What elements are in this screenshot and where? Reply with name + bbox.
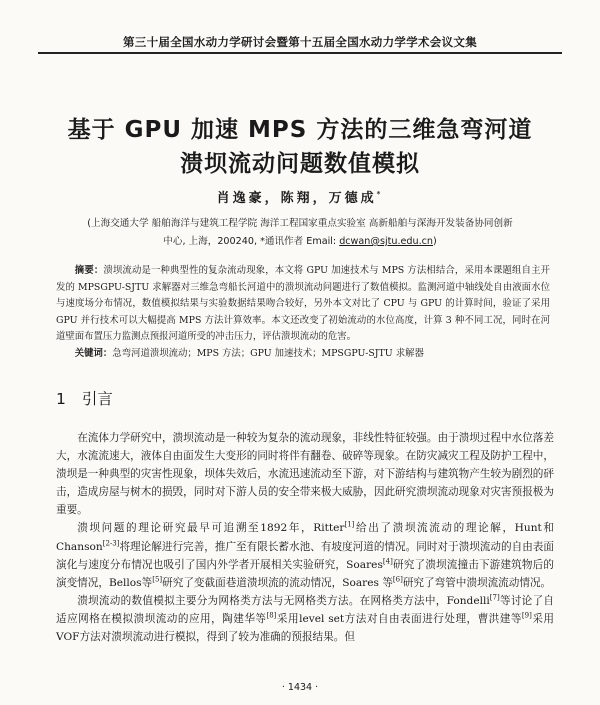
citation-ref[interactable]: [2-3] <box>102 539 120 548</box>
section-heading <box>56 387 113 409</box>
authors-names: 肖逸豪，陈翔，万德成 <box>216 191 377 206</box>
citation-ref[interactable]: [1] <box>344 520 355 529</box>
p3-text-b: 等讨论了自适应网格在模拟溃坝流动的应用，陶建华等 <box>56 594 555 625</box>
citation-ref[interactable]: [9] <box>521 611 532 620</box>
citation-ref[interactable]: [4] <box>382 557 393 566</box>
abstract-label: 摘要： <box>74 265 104 276</box>
p2-text-b: 给出了溃坝流流动的理论解，Hunt和Chanson <box>56 522 555 553</box>
paragraph-1: 在流体力学研究中，溃坝流动是一种较为复杂的流动现象，非线性特征较强。由于溃坝过程中水位落差大，水流流速大，液体自由面发生大变形的同时将伴有翻卷、破碎等现象。在防灾减灾工程及防护工程中，溃坝是一种典型的灾害性现象，坝体失效后，水流迅速流动至下游，对下游结构与建筑物产生较为剧烈的砰击，造成房屋与树木的损毁，同时对下游人员的安全带来极大威胁，因此研究溃坝流动现象对灾害预报极为重要。 <box>56 432 554 517</box>
citation-ref[interactable]: [8] <box>266 611 277 620</box>
title-line-1: 基于 GPU 加速 MPS 方法的三维急弯河道 <box>67 117 533 143</box>
paragraph-3 <box>56 592 554 646</box>
author-list <box>0 187 600 206</box>
email-link[interactable]: dcwan@sjtu.edu.cn <box>339 236 433 247</box>
title-line-2: 溃坝流动问题数值模拟 <box>180 151 420 177</box>
corresponding-author-mark: * <box>376 189 384 199</box>
abstract-paragraph <box>56 263 550 346</box>
email-label: *通讯作者 Email: <box>260 236 340 247</box>
p2-text-f: 研究了弯管中溃坝流流动情况。 <box>402 576 552 589</box>
p3-text-a: 溃坝流动的数值模拟主要分为网格类方法与无网格类方法。在网格类方法中，Fondelli <box>77 594 490 607</box>
p3-text-c: 采用level set方法对自由表面进行处理，曹洪建等 <box>276 612 522 625</box>
affiliation-line-2 <box>48 233 552 251</box>
p2-text-e: 研究了变截面巷道溃坝流的流动情况，Soares 等 <box>162 576 393 589</box>
keywords-text: 急弯河道溃坝流动；MPS 方法；GPU 加速技术；MPSGPU-SJTU 求解器 <box>112 347 424 359</box>
abstract-text: 溃坝流动是一种典型性的复杂流动现象，本文将 GPU 加速技术与 MPS 方法相结合，采用本课题组自主开发的 MPSGPU-SJTU 求解器对三维急弯船长河道中的溃坝流动问题进行了数值模拟。监测河道中轴线处自由液面水位与速度场分布情况，数值模拟结果与实验数据结果吻合较好，另外本文对比了 CPU 与 GPU 的计算时间，验证了采用 GPU 并行技术可以大幅提高 MPS 方法计算效率。本文还改变了初始流动的水位高度，计算 3 种不同工况，同时在河道壁面布置压力监测点预报河道所受的冲击压力，评估溃坝流动的危害。 <box>56 265 550 342</box>
citation-ref[interactable]: [7] <box>489 593 500 602</box>
p2-text-c: 将理论解进行完善，推广至有限长蓄水池、有坡度河道的情况。同时对于溃坝流动的自由表面演化与速度分布情况也吸引了国内外学者开展相关实验研究，Soares <box>56 540 554 571</box>
citation-ref[interactable]: [5] <box>152 575 163 584</box>
keywords-label: 关键词： <box>74 347 113 359</box>
affiliation <box>48 215 552 251</box>
p2-text-a: 溃坝问题的理论研究最早可追溯至1892年，Ritter <box>77 522 345 535</box>
paper-title <box>20 113 580 181</box>
running-header: 第三十届全国水动力学研讨会暨第十五届全国水动力学学术会议文集 <box>123 35 477 49</box>
body-text <box>56 429 554 646</box>
section-title: 引言 <box>81 390 113 408</box>
header-rule <box>38 52 562 54</box>
paragraph-2 <box>56 519 554 591</box>
affiliation-location: 中心, 上海，200240, <box>163 236 261 247</box>
section-number: 1 <box>56 390 66 408</box>
affiliation-line-1: (上海交通大学 船舶海洋与建筑工程学院 海洋工程国家重点实验室 高新船舶与深海开发装备协同创新 <box>87 218 513 229</box>
keywords <box>56 346 550 363</box>
page-number: · 1434 · <box>281 682 319 693</box>
abstract <box>56 263 550 362</box>
p3-text-d: 采用VOF方法对溃坝流动进行模拟，得到了较为准确的预报结果。但 <box>56 612 555 644</box>
p2-text-d: 研究了溃坝流撞击下游建筑物后的演变情况，Bellos等 <box>56 558 555 589</box>
affiliation-close: ) <box>432 236 437 247</box>
citation-ref[interactable]: [6] <box>392 575 403 584</box>
